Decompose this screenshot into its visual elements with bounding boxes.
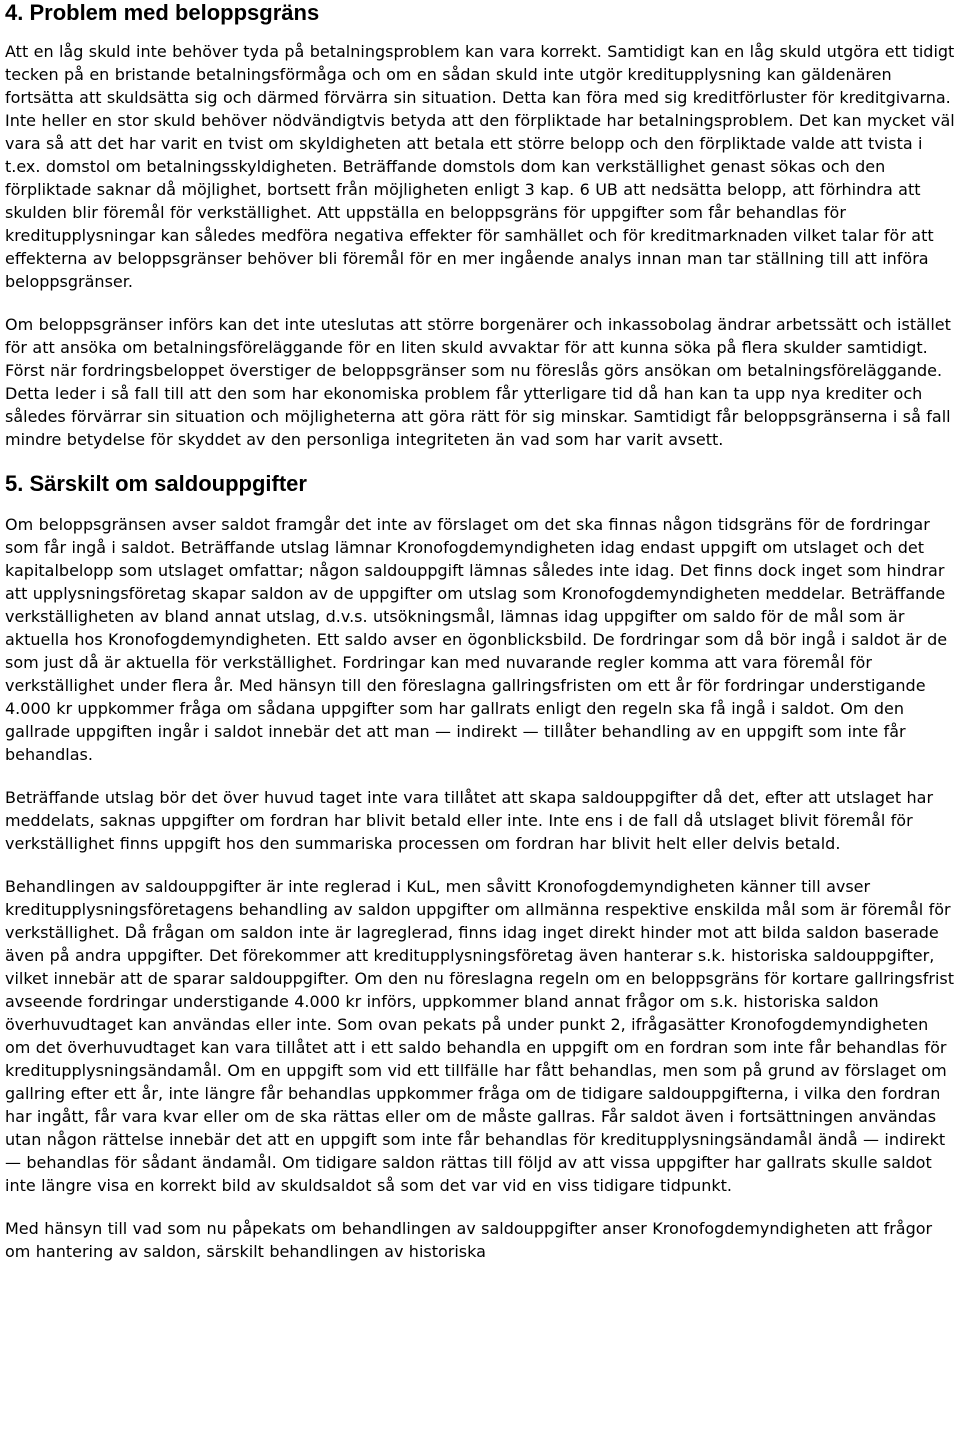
section-heading: 5. Särskilt om saldouppgifter bbox=[5, 471, 307, 496]
paragraph: Med hänsyn till vad som nu påpekats om behandlingen av saldouppgifter anser Kronofogdemyndigheten att frågor om hantering av saldon, särskilt behandlingen av historiska bbox=[5, 1219, 933, 1261]
paragraph: Beträffande utslag bör det över huvud taget inte vara tillåtet att skapa saldouppgifter då det, efter att utslaget har meddelats, saknas uppgifter om fordran har blivit betald eller inte. Inte ens i de fall då utslaget blivit föremål för verkställighet finns uppgift hos den summariska processen om fordran har blivit helt eller delvis betald. bbox=[5, 788, 934, 853]
document-page bbox=[5, 0, 955, 1263]
paragraph: Att en låg skuld inte behöver tyda på betalningsproblem kan vara korrekt. Samtidigt kan en låg skuld utgöra ett tidigt tecken på en bristande betalningsförmåga och om en sådan skuld inte utgör kreditupplysning kan gäldenären fortsätta att skuldsätta sig och därmed förvärra sin situation. Detta kan föra med sig kreditförluster för kreditgivarna. Inte heller en stor skuld behöver nödvändigtvis betyda att den förpliktade har betalningsproblem. Det kan mycket väl vara så att det har varit en tvist om skyldigheten att betala ett större belopp och den förpliktade valde att tvista i t.ex. domstol om betalningsskyldigheten. Beträffande domstols dom kan verkställighet genast sökas och den förpliktade saknar då möjlighet, bortsett från möjligheten enligt 3 kap. 6 UB att nedsätta belopp, att förhindra att skulden blir föremål för verkställighet. Att uppställa en beloppsgräns för uppgifter som får behandlas för kreditupplysningar kan således medföra negativa effekter för samhället och för kreditmarknaden vilket talar för att effekterna av beloppsgränser behöver bli föremål för en mer ingående analys innan man tar ställning till att införa beloppsgränser. bbox=[5, 42, 955, 291]
paragraph: Behandlingen av saldouppgifter är inte reglerad i KuL, men såvitt Kronofogdemyndigheten känner till avser kreditupplysningsföretagens behandling av saldon uppgifter om allmänna respektive enskilda mål som är föremål för verkställighet. Då frågan om saldon inte är lagreglerad, finns idag inget direkt hinder mot att bilda saldon baserade även på andra uppgifter. Det förekommer att kreditupplysningsföretag även hanterar s.k. historiska saldouppgifter, vilket innebär att de sparar saldouppgifter. Om den nu föreslagna regeln om en beloppsgräns för kortare gallringsfrist avseende fordringar understigande 4.000 kr införs, uppkommer bland annat frågor om s.k. historiska saldon överhuvudtaget kan användas eller inte. Som ovan pekats på under punkt 2, ifrågasätter Kronofogdemyndigheten om det överhuvudtaget kan vara tillåtet att i ett saldo behandla en uppgift om en fordran som inte får behandlas för kreditupplysningsändamål. Om en uppgift som vid ett tillfälle har fått behandlas, men som på grund av förslaget om gallring efter ett år, inte längre får behandlas uppkommer fråga om de tidigare saldouppgifterna, i vilka den fordran har ingått, får vara kvar eller om de ska rättas eller om de måste gallras. Får saldot även i fortsättningen användas utan någon rättelse innebär det att en uppgift som inte får behandlas för kreditupplysningsändamål ändå — indirekt — behandlas för sådant ändamål. Om tidigare saldon rättas till följd av att vissa uppgifter har gallrats skulle saldot inte längre visa en korrekt bild av skuldsaldot så som det var vid en viss tidigare tidpunkt. bbox=[5, 877, 954, 1195]
paragraph: Om beloppsgränser införs kan det inte uteslutas att större borgenärer och inkassobolag ändrar arbetssätt och istället för att ansöka om betalningsföreläggande för en liten skuld avvaktar för att kunna söka på flera skulder samtidigt. Först när fordringsbeloppet överstiger de beloppsgränser som nu föreslås görs ansökan om betalningsföreläggande. Detta leder i så fall till att den som har ekonomiska problem får ytterligare tid då han kan ta upp nya krediter och således förvärrar sin situation och möjligheterna att göra rätt för sig minskar. Samtidigt får beloppsgränserna i så fall mindre betydelse för skyddet av den personliga integriteten än vad som har varit avsett. bbox=[5, 315, 951, 449]
paragraph: Om beloppsgränsen avser saldot framgår det inte av förslaget om det ska finnas någon tidsgräns för de fordringar som får ingå i saldot. Beträffande utslag lämnar Kronofogdemyndigheten idag endast uppgift om utslaget och det kapitalbelopp som utslaget omfattar; någon saldouppgift lämnas således inte idag. Det finns dock inget som hindrar att upplysningsföretag skapar saldon av de uppgifter om utslag som Kronofogdemyndigheten meddelar. Beträffande verkställigheten av bland annat utslag, d.v.s. utsökningsmål, lämnas idag uppgifter om saldo för de mål som är aktuella hos Kronofogdemyndigheten. Ett saldo avser en ögonblicksbild. De fordringar som då bör ingå i saldot är de som just då är aktuella för verkställighet. Fordringar kan med nuvarande regler komma att vara föremål för verkställighet under flera år. Med hänsyn till den föreslagna gallringsfristen om ett år för fordringar understigande 4.000 kr uppkommer fråga om sådana uppgifter som har gallrats enligt den regeln ska få ingå i saldot. Om den gallrade uppgiften ingår i saldot innebär det att man — indirekt — tillåter behandling av en uppgift som inte får behandlas. bbox=[5, 515, 948, 764]
section-heading: 4. Problem med beloppsgräns bbox=[5, 0, 320, 25]
